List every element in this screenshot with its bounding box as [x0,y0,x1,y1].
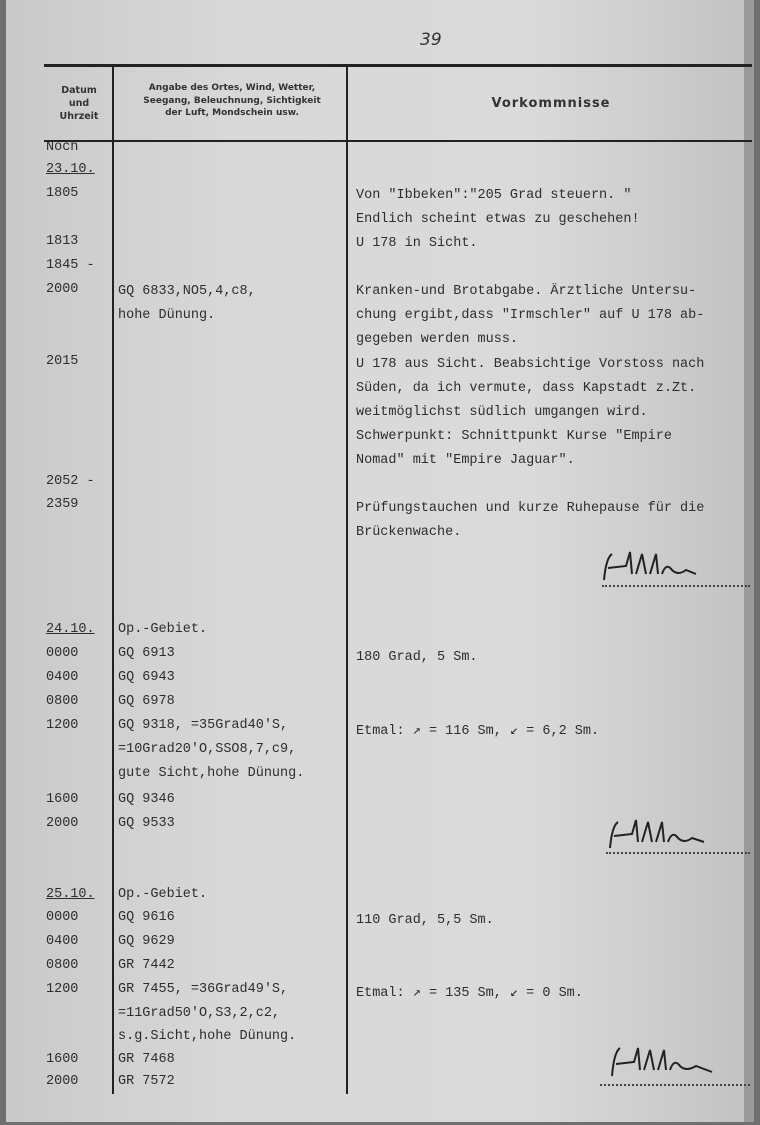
position-cell: =11Grad50'O,S3,2,c2, [118,1006,281,1021]
signature-line [602,585,750,587]
time-cell: 0000 [46,646,79,661]
event-text: Süden, da ich vermute, dass Kapstadt z.Zt. [356,381,697,396]
time-cell: 1600 [46,1052,79,1067]
position-cell: GQ 6978 [118,694,175,709]
signature-2 [602,810,722,856]
event-text: 180 Grad, 5 Sm. [356,650,478,665]
event-text: Endlich scheint etwas zu geschehen! [356,212,640,227]
date-cell: 25.10. [46,887,95,902]
position-cell: =10Grad20'O,SSO8,7,c9, [118,742,297,757]
signature-line [606,852,750,854]
date-cell: 24.10. [46,622,95,637]
event-text: Brückenwache. [356,525,462,540]
event-text: Nomad" mit "Empire Jaguar". [356,453,575,468]
position-cell: GR 7455, =36Grad49'S, [118,982,289,997]
time-cell: 2000 [46,1074,79,1089]
log-page [6,0,754,1122]
time-cell: 0400 [46,670,79,685]
position-cell: Op.-Gebiet. [118,622,208,637]
event-text: chung ergibt,dass "Irmschler" auf U 178 ab- [356,308,705,323]
event-text: Von "Ibbeken":"205 Grad steuern. " [356,188,632,203]
header-location-weather: Angabe des Ortes, Wind, Wetter, Seegang, Beleuchnung, Sichtigkeit der Luft, Mondschein usw. [143,83,321,118]
event-text: gegeben werden muss. [356,332,519,347]
event-text: Kranken-und Brotabgabe. Ärztliche Untersu- [356,284,697,299]
position-cell: s.g.Sicht,hohe Dünung. [118,1029,297,1044]
position-cell: GQ 9629 [118,934,175,949]
event-text: 110 Grad, 5,5 Sm. [356,913,494,928]
event-text: U 178 aus Sicht. Beabsichtige Vorstoss nach [356,357,705,372]
time-cell: 1813 [46,234,79,249]
time-cell: 1600 [46,792,79,807]
time-cell: 2000 [46,816,79,831]
event-text: Etmal: ↗ = 135 Sm, ↙ = 0 Sm. [356,986,583,1001]
time-cell: 1200 [46,718,79,733]
date-cell: Noch [46,140,79,155]
position-cell: GQ 9533 [118,816,175,831]
position-cell: Op.-Gebiet. [118,887,208,902]
header-events: Vorkommnisse [491,96,611,111]
time-cell: 2359 [46,497,79,512]
time-cell: 0400 [46,934,79,949]
time-cell: 0000 [46,910,79,925]
time-cell: 1200 [46,982,79,997]
position-cell: GQ 9318, =35Grad40'S, [118,718,289,733]
event-text: Prüfungstauchen und kurze Ruhepause für die [356,501,705,516]
time-cell: 2015 [46,354,79,369]
position-cell: GQ 6913 [118,646,175,661]
position-cell: GQ 6833,NO5,4,c8, [118,284,256,299]
event-text: U 178 in Sicht. [356,236,478,251]
position-cell: GR 7468 [118,1052,175,1067]
time-cell: 2000 [46,282,79,297]
time-cell: 2052 - [46,474,95,489]
header-rule [44,140,752,142]
signature-line [600,1084,750,1086]
signature-3 [602,1038,732,1084]
signature-1 [596,540,716,590]
event-text: Etmal: ↗ = 116 Sm, ↙ = 6,2 Sm. [356,724,600,739]
event-text: Schwerpunkt: Schnittpunkt Kurse "Empire [356,429,672,444]
position-cell: GR 7572 [118,1074,175,1089]
page-number: 39 [420,30,442,50]
column-divider-1 [112,64,114,1094]
column-divider-2 [346,64,348,1094]
position-cell: gute Sicht,hohe Dünung. [118,766,305,781]
position-cell: GQ 9346 [118,792,175,807]
top-rule [44,64,752,67]
time-cell: 0800 [46,958,79,973]
position-cell: GR 7442 [118,958,175,973]
date-cell: 23.10. [46,162,95,177]
position-cell: GQ 9616 [118,910,175,925]
position-cell: GQ 6943 [118,670,175,685]
header-date-time: Datum und Uhrzeit [59,85,99,122]
time-cell: 0800 [46,694,79,709]
event-text: weitmöglichst südlich umgangen wird. [356,405,648,420]
position-cell: hohe Dünung. [118,308,216,323]
time-cell: 1805 [46,186,79,201]
time-cell: 1845 - [46,258,95,273]
page-edge [744,0,754,1122]
